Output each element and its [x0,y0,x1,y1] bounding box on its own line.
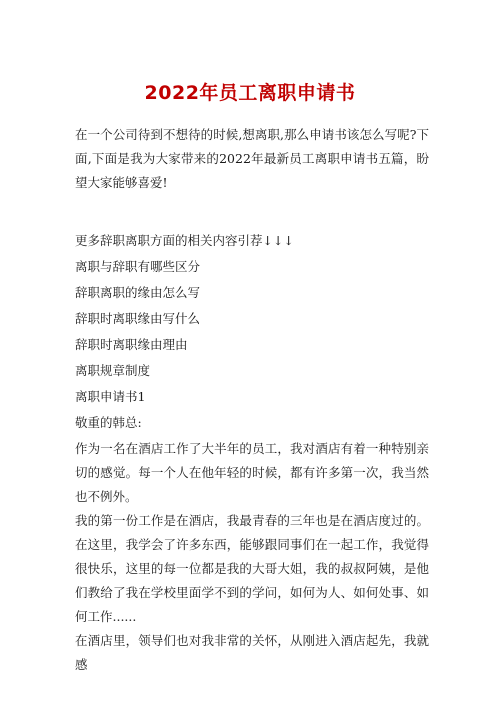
letter-paragraph: 作为一名在酒店工作了大半年的员工，我对酒店有着一种特别亲切的感觉。每一个人在他年轻的时候，都有许多第一次，我当然也不例外。 [75,441,429,504]
intro-paragraph-block [75,123,429,195]
related-link[interactable]: 辞职时离职缘由写什么 [75,311,201,326]
intro-paragraph: 在一个公司待到不想待的时候,想离职,那么申请书该怎么写呢?下面,下面是我为大家带来的2022年最新员工离职申请书五篇，盼望大家能够喜爱! [75,127,429,190]
related-link[interactable]: 离职规章制度 [75,363,151,378]
related-link[interactable]: 辞职时离职缘由理由 [75,337,188,352]
letter-body [75,437,429,677]
letter-paragraph: 在酒店里，领导们也对我非常的关怀，从刚进入酒店起先，我就感 [75,633,429,672]
salutation: 敬重的韩总: [75,415,142,430]
document-title: 2022年员工离职申请书 [144,82,356,104]
related-link[interactable]: 辞职离职的缘由怎么写 [75,285,201,300]
letter-paragraph: 我的第一份工作是在酒店，我最青春的三年也是在酒店度过的。在这里，我学会了许多东西，能够跟同事们在一起工作，我觉得很快乐，这里的每一位都是我的大哥大姐，我的叔叔阿姨，是他们教给了我在学校里面学不到的学问，如何为人、如何处事、如何工作...... [75,513,429,624]
section-title: 离职申请书1 [75,389,146,404]
related-link[interactable]: 离职与辞职有哪些区分 [75,259,201,274]
related-content-header: 更多辞职离职方面的相关内容引荐↓↓↓ [75,233,294,248]
